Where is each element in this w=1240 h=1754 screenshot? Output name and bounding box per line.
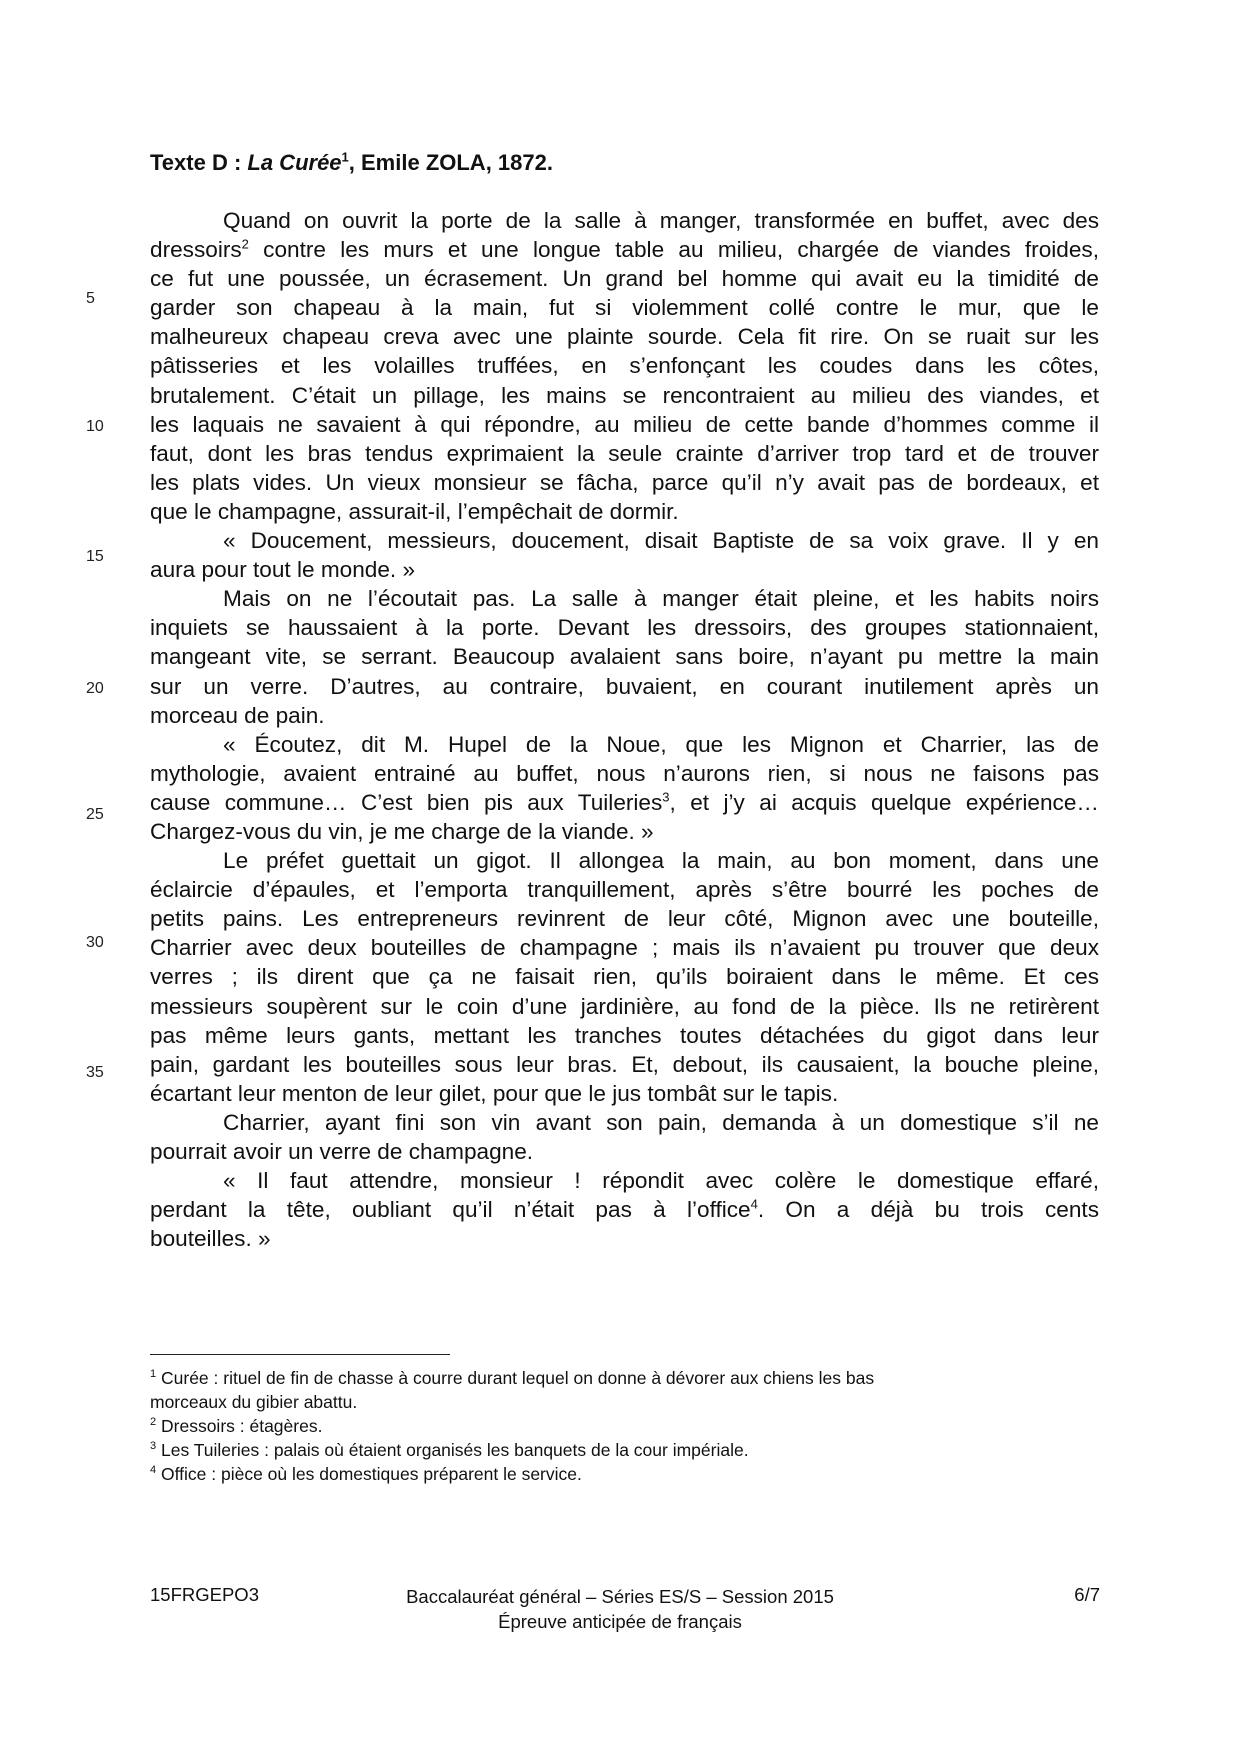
text-line: verres ; ils dirent que ça ne faisait rien, qu’ils boiraient dans le même. Et ces: [150, 964, 1099, 990]
footer-exam-line: Baccalauréat général – Séries ES/S – Session 2015: [406, 1586, 834, 1607]
text-line: « Écoutez, dit M. Hupel de la Noue, que les Mignon et Charrier, las de: [223, 731, 1099, 757]
line-number: 25: [86, 806, 104, 823]
footer-exam: [380, 1584, 860, 1634]
heading-note-ref: 1: [341, 149, 349, 165]
text-line: garder son chapeau à la main, fut si violemment collé contre le mur, que le: [150, 295, 1099, 321]
footnote: $^4$ Office : pièce où les domestiques préparent le service.: [150, 1464, 582, 1484]
note-ref: 2: [241, 236, 249, 252]
page-number: 6/7: [1074, 1584, 1100, 1605]
text-line: Mais on ne l’écoutait pas. La salle à manger était pleine, et les habits noirs: [223, 586, 1099, 612]
footnote-continuation: morceaux du gibier abattu.: [150, 1392, 358, 1412]
text-line: pâtisseries et les volailles truffées, en s’enfonçant les coudes dans les côtes,: [150, 353, 1099, 379]
text-line: les laquais ne savaient à qui répondre, au milieu de cette bande d’hommes comme il: [150, 411, 1099, 437]
text-line: ce fut une poussée, un écrasement. Un grand bel homme qui avait eu la timidité de: [150, 266, 1099, 292]
line-number: 30: [86, 934, 104, 951]
heading-prefix: Texte D :: [150, 150, 248, 175]
note-ref: 4: [750, 1196, 758, 1212]
footnotes: [150, 1366, 1090, 1486]
text-line: malheureux chapeau creva avec une plainte sourde. Cela fit rire. On se ruait sur les: [150, 324, 1099, 350]
footnote-rule: [150, 1354, 450, 1355]
note-ref: 3: [662, 789, 670, 805]
line-number: 15: [86, 548, 104, 565]
text-line: Charrier, ayant fini son vin avant son pain, demanda à un domestique s’il ne: [223, 1109, 1099, 1135]
text-line: pain, gardant les bouteilles sous leur bras. Et, debout, ils causaient, la bouche pleine,: [150, 1051, 1099, 1077]
heading-title: La Curée: [247, 150, 342, 175]
text-line: brutalement. C’était un pillage, les mains se rencontraient au milieu des viandes, et: [150, 382, 1099, 408]
text-line: « Il faut attendre, monsieur ! répondit avec colère le domestique effaré,: [223, 1168, 1099, 1194]
text-line: Le préfet guettait un gigot. Il allongea la main, au bon moment, dans une: [223, 848, 1099, 874]
text-heading: [150, 150, 553, 176]
text-line: « Doucement, messieurs, doucement, disait Baptiste de sa voix grave. Il y en: [223, 528, 1099, 554]
text-line: pourrait avoir un verre de champagne.: [150, 1139, 534, 1164]
text-line: inquiets se haussaient à la porte. Devant les dressoirs, des groupes stationnaient,: [150, 615, 1099, 641]
line-number: 5: [86, 290, 95, 307]
text-line: écartant leur menton de leur gilet, pour que le jus tombât sur le tapis.: [150, 1080, 839, 1106]
footnote: $^1$ Curée : rituel de fin de chasse à courre durant lequel on donne à dévorer aux chiens les bas: [150, 1368, 875, 1388]
text-line: petits pains. Les entrepreneurs revinrent de leur côté, Mignon avec une bouteille,: [150, 906, 1099, 932]
footnote: $^2$ Dressoirs : étagères.: [150, 1416, 323, 1436]
footer-exam-line: Épreuve anticipée de français: [498, 1611, 742, 1632]
main-text: [150, 206, 1099, 1253]
text-line: Quand on ouvrit la porte de la salle à manger, transformée en buffet, avec des: [223, 208, 1099, 233]
text-line: pas même leurs gants, mettant les tranches toutes détachées du gigot dans leur: [150, 1022, 1099, 1048]
text-line: Charrier avec deux bouteilles de champagne ; mais ils n’avaient pu trouver que deux: [150, 935, 1099, 961]
line-number: 35: [86, 1064, 104, 1081]
heading-suffix: , Emile ZOLA, 1872.: [348, 150, 553, 175]
text-line: perdant la tête, oubliant qu’il n’était pas à l’office$^4$. On a déjà bu trois cents: [150, 1196, 1099, 1223]
text-line: que le champagne, assurait-il, l’empêchait de dormir.: [150, 498, 679, 524]
line-number: 10: [86, 418, 104, 435]
text-line: mythologie, avaient entrainé au buffet, nous n’aurons rien, si nous ne faisons pas: [150, 760, 1099, 786]
text-line: éclaircie d’épaules, et l’emporta tranquillement, après s’être bourré les poches de: [150, 877, 1099, 903]
text-line: faut, dont les bras tendus exprimaient la seule crainte d’arriver trop tard et de trouver: [150, 440, 1099, 466]
text-line: mangeant vite, se serrant. Beaucoup avalaient sans boire, n’ayant pu mettre la main: [150, 644, 1099, 670]
text-line: messieurs soupèrent sur le coin d’une jardinière, au fond de la pièce. Ils ne retirèrent: [150, 993, 1099, 1019]
text-line: aura pour tout le monde. »: [150, 557, 416, 583]
footnote: $^3$ Les Tuileries : palais où étaient organisés les banquets de la cour impériale.: [150, 1440, 749, 1460]
text-line: Chargez-vous du vin, je me charge de la viande. »: [150, 818, 654, 844]
text-line: morceau de pain.: [150, 702, 325, 728]
text-line: sur un verre. D’autres, au contraire, buvaient, en courant inutilement après un: [150, 673, 1099, 699]
footer-code: 15FRGEPO3: [150, 1584, 259, 1605]
text-line: dressoirs$^2$ contre les murs et une longue table au milieu, chargée de viandes froides,: [150, 236, 1099, 263]
text-line: les plats vides. Un vieux monsieur se fâcha, parce qu’il n’y avait pas de bordeaux, et: [150, 469, 1099, 495]
text-line: cause commune… C’est bien pis aux Tuileries$^3$, et j’y ai acquis quelque expérience…: [150, 789, 1099, 815]
text-line: bouteilles. »: [150, 1226, 271, 1252]
line-number: 20: [86, 680, 104, 697]
